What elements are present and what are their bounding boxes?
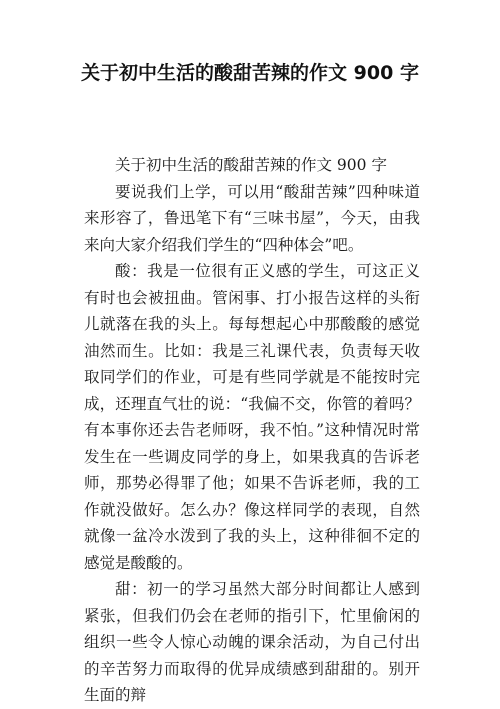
- paragraph-intro: 要说我们上学，可以用“酸甜苦辣”四种味道来形容了，鲁迅笔下有“三味书屋”，今天，由我来向大家介绍我们学生的“四种体会”吧。: [84, 182, 420, 254]
- paragraph-subtitle: 关于初中生活的酸甜苦辣的作文 900 字: [115, 156, 387, 174]
- document-title: 关于初中生活的酸甜苦辣的作文 900 字: [81, 62, 419, 84]
- document-body: [84, 152, 420, 709]
- paragraph-sweet: 甜：初一的学习虽然大部分时间都让人感到紧张，但我们仍会在老师的指引下，忙里偷闲的组织一些令人惊心动魄的课余活动，为自己付出的辛苦努力而取得的优异成绩感到甜甜的。别开生面的辩: [84, 580, 420, 704]
- paragraph-sour: 酸：我是一位很有正义感的学生，可这正义有时也会被扭曲。管闲事、打小报告这样的头衔儿就落在我的头上。每每想起心中那酸酸的感觉油然而生。比如：我是三礼课代表，负责每天收取同学们的作业，可是有些同学就是不能按时完成，还理直气壮的说：“我偏不交，你管的着吗？有本事你还去告老师呀，我不怕。”这种情况时常发生在一些调皮同学的身上，如果我真的告诉老师，那势必得罪了他；如果不告诉老师，我的工作就没做好。怎么办？像这样同学的表现，自然就像一盆冷水泼到了我的头上，这种徘徊不定的感觉是酸酸的。: [84, 262, 420, 572]
